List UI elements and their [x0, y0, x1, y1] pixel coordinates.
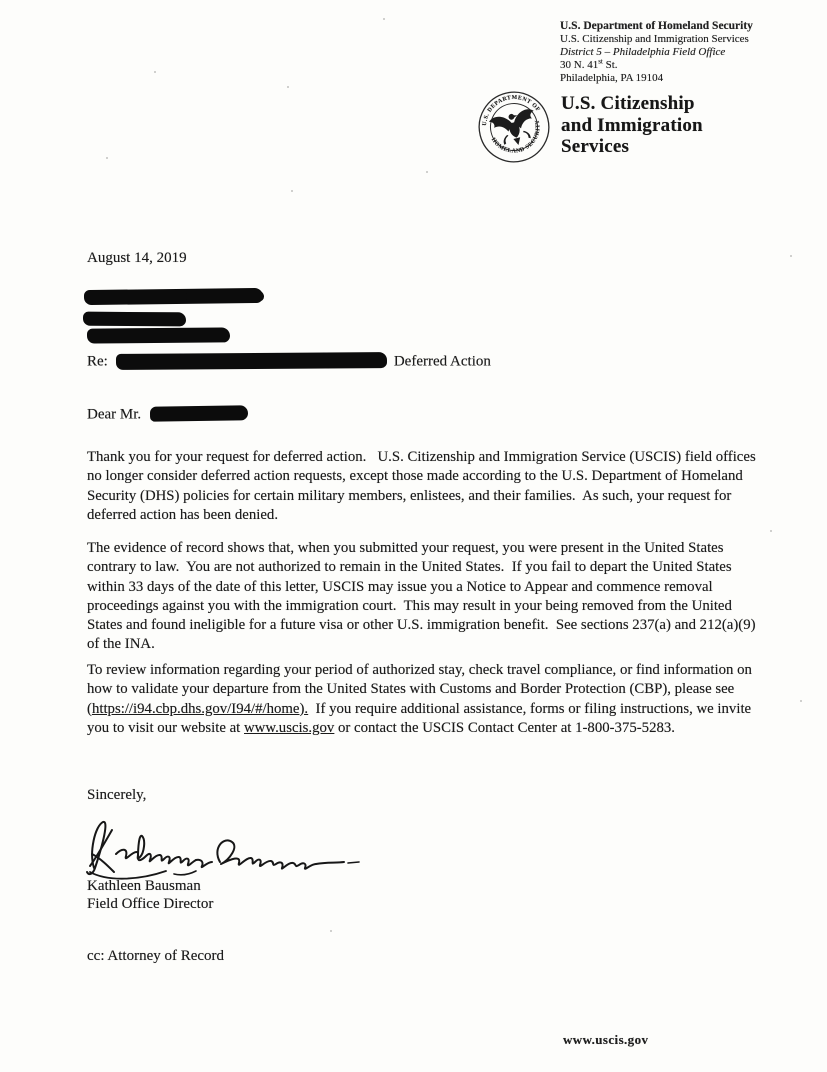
i94-link[interactable]: https://i94.cbp.dhs.gov/I94/#/home). — [91, 700, 309, 717]
paragraph-departure-warning: The evidence of record shows that, when you submitted your request, you were present in the United States contrary to law. You are not authorized to remain in the United States. If you fail to depart the United States within 33 days of the date of this letter, USCIS may issue you a Notice to Appear and commence removal proceedings against you with the immigration court. This may result in your being removed from the United States and found ineligible for a future visa or other U.S. immigration benefit. See sections 237(a) and 212(a)(9) of the INA. — [87, 540, 760, 653]
scan-speck — [383, 18, 385, 20]
uscis-wordmark — [561, 93, 703, 158]
uscis-website-link[interactable]: www.uscis.gov — [244, 719, 335, 736]
redaction-bar-address-line3 — [87, 327, 230, 343]
wordmark-line-2: and Immigration — [561, 114, 703, 136]
salutation-line — [87, 406, 248, 424]
scan-speck — [287, 86, 289, 88]
seal-top-text: U.S. DEPARTMENT OF — [481, 94, 541, 127]
agency-street-line: 30 N. 41st St. — [560, 57, 618, 71]
paragraph-resources-pre: To review information regarding your period of authorized stay, check travel compliance, or find information on how to validate your departure from the United States with Customs and Border Protection (CBP), please see ( — [87, 662, 756, 717]
redaction-bar-recipient-name — [150, 405, 248, 421]
agency-department-line: U.S. Department of Homeland Security — [560, 20, 753, 32]
scan-speck — [106, 157, 108, 159]
re-line — [87, 353, 491, 371]
handwritten-signature — [78, 810, 368, 882]
scan-speck — [154, 71, 156, 73]
redaction-bar-address-line1-tail — [186, 290, 264, 302]
scan-speck — [330, 930, 332, 932]
paragraph-resources-post: or contact the USCIS Contact Center at 1-800-375-5283. — [334, 719, 675, 736]
scan-speck — [790, 255, 792, 257]
redaction-bar-re-subject — [116, 352, 387, 370]
closing: Sincerely, — [87, 787, 147, 803]
letter-date: August 14, 2019 — [87, 250, 187, 266]
scan-speck — [291, 190, 293, 192]
wordmark-line-1: U.S. Citizenship — [561, 93, 695, 114]
paragraph-resources — [87, 661, 763, 738]
dhs-seal-icon — [469, 82, 559, 172]
seal-bottom-text: HOMELAND SECURITY — [489, 118, 542, 155]
re-label: Re: — [87, 353, 108, 370]
signer-name: Kathleen Bausman — [87, 878, 201, 894]
footer-website: www.uscis.gov — [563, 1032, 649, 1047]
cc-line: cc: Attorney of Record — [87, 948, 225, 964]
scan-speck — [800, 700, 802, 702]
paragraph-resources-mid: If you require additional assistance, forms or filing instructions, we invite you to visit our website at — [87, 700, 755, 736]
scan-speck — [770, 530, 772, 532]
paragraph-denial: Thank you for your request for deferred action. U.S. Citizenship and Immigration Service (USCIS) field offices no longer consider deferred action requests, except those made according to the U.S. Department of Homeland Security (DHS) policies for certain military members, enlistees, and their families. As such, your request for deferred action has been denied. — [87, 449, 760, 523]
agency-address-block — [560, 20, 810, 85]
agency-service-line: U.S. Citizenship and Immigration Services — [560, 33, 749, 45]
signer-title: Field Office Director — [87, 896, 214, 912]
agency-city-line: Philadelphia, PA 19104 — [560, 72, 664, 84]
redaction-bar-address-line2 — [83, 312, 186, 327]
agency-district-line: District 5 – Philadelphia Field Office — [560, 46, 726, 58]
salutation-prefix: Dear Mr. — [87, 406, 142, 423]
wordmark-line-3: Services — [561, 136, 630, 157]
scan-speck — [426, 171, 428, 173]
re-subject-suffix: Deferred Action — [393, 353, 491, 370]
